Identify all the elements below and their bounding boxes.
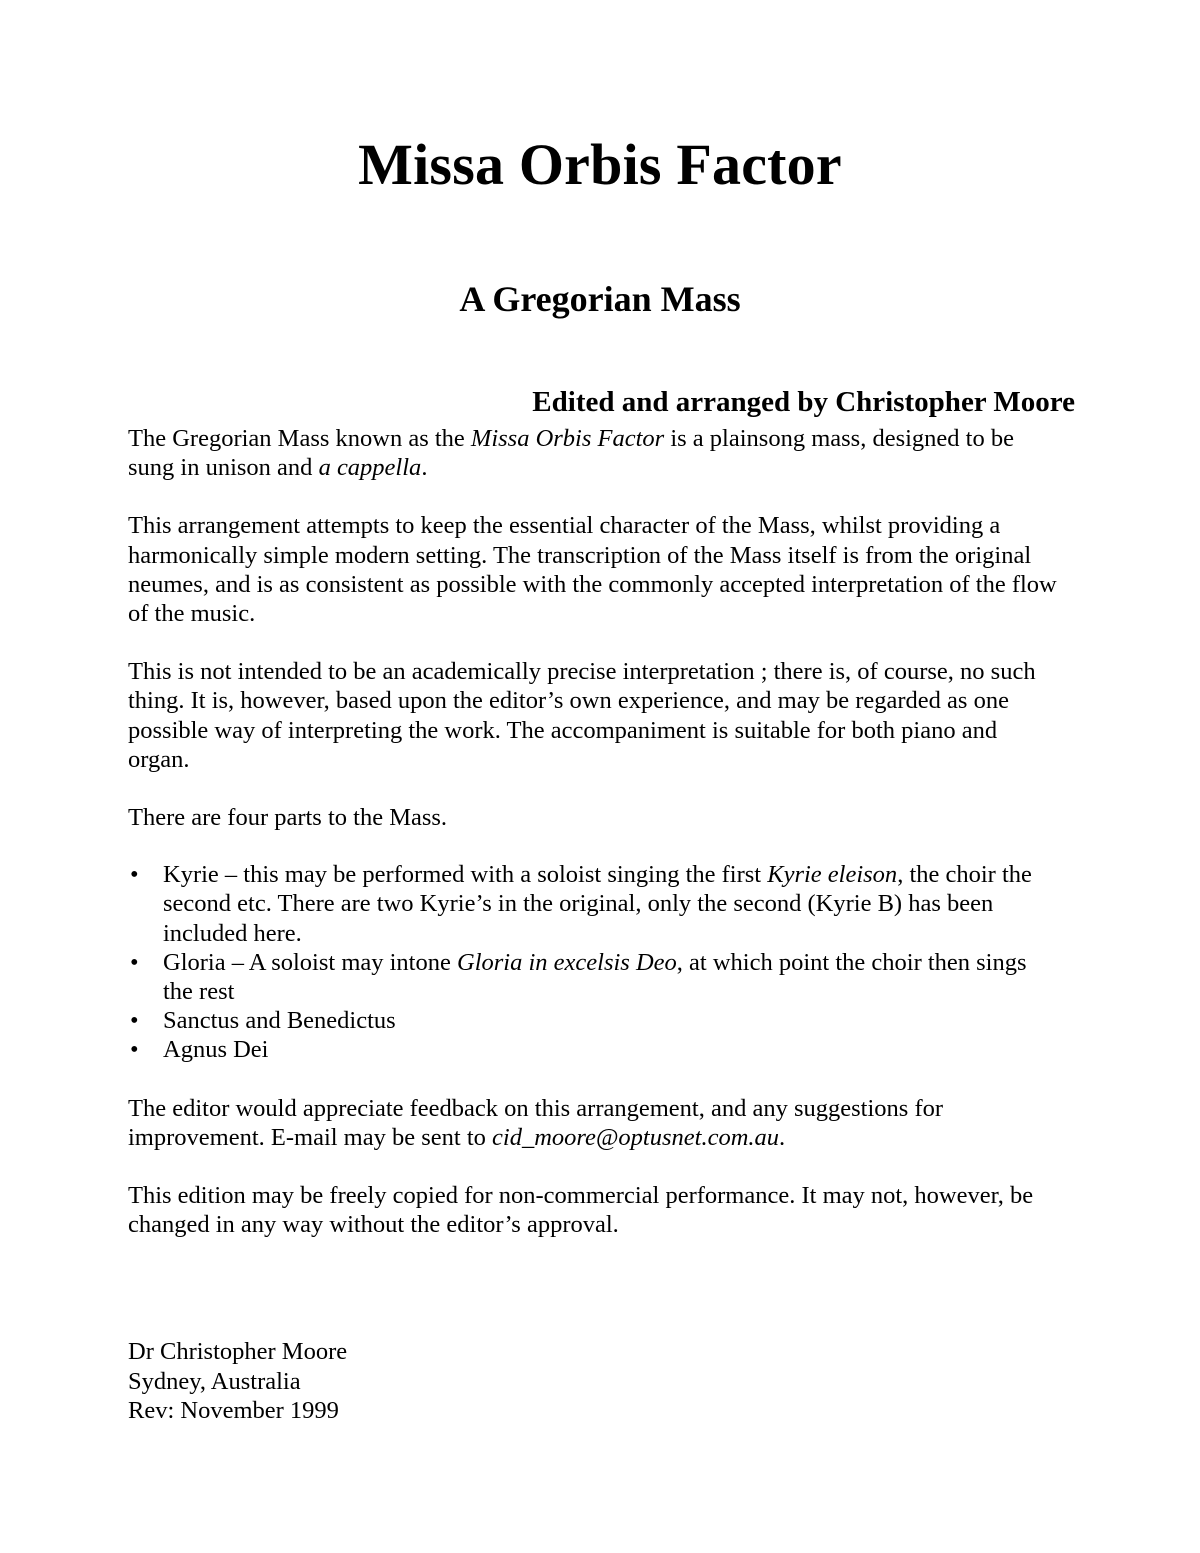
paragraph-copying: This edition may be freely copied for non-commercial performance. It may not, however, be changed in any way without the editor’s approval. (128, 1182, 1034, 1239)
bullet-icon: • (130, 1036, 139, 1064)
bullet-icon: • (130, 861, 139, 889)
paragraph-interpretation: This is not intended to be an academically precise interpretation ; there is, of course, no such thing. It is, however, based upon the editor’s own experience, and may be regarded as one possible way of interpreting the work. The accompaniment is suitable for both piano and organ. (128, 658, 1036, 773)
paragraph-feedback (128, 1094, 1062, 1152)
document-body (128, 424, 1062, 1268)
part-text-before: Agnus Dei (163, 1036, 269, 1064)
list-item (128, 860, 1062, 948)
part-italic: Kyrie eleison (767, 861, 898, 889)
feedback-text-part-1: The editor would appreciate feedback on this arrangement, and any suggestions for improvement. E-mail may be sent to (128, 1094, 944, 1151)
paragraph-arrangement: This arrangement attempts to keep the essential character of the Mass, whilst providing a harmonically simple modern setting. The transcription of the Mass itself is from the original neumes, and is as consistent as possible with the commonly accepted interpretation of the flow of the music. (128, 512, 1057, 628)
list-item (128, 1035, 1062, 1064)
byline: Edited and arranged by Christopher Moore (532, 386, 1075, 418)
list-item (128, 948, 1062, 1006)
signature-name: Dr Christopher Moore (128, 1338, 348, 1365)
intro-italic-title: Missa Orbis Factor (470, 425, 665, 452)
intro-text-part-2: is a plainsong mass, designed to be sung in unison and (128, 425, 1014, 482)
contact-email: cid_moore@optusnet.com.au (492, 1123, 780, 1151)
part-text-after: , at which point the choir then sings the rest (163, 948, 1027, 1006)
part-text-before: Kyrie – this may be performed with a soloist singing the first (163, 861, 768, 889)
intro-text-part-1: The Gregorian Mass known as the (128, 425, 471, 452)
part-text-before: Gloria – A soloist may intone (163, 948, 457, 976)
feedback-text-part-2: . (779, 1123, 786, 1151)
signature-location: Sydney, Australia (128, 1367, 301, 1395)
list-item (128, 1006, 1062, 1035)
part-text-after: , the choir the second etc. There are two Kyrie’s in the original, only the second (Kyrie B) has been included here. (163, 861, 1032, 947)
intro-text-part-3: . (421, 454, 428, 482)
paragraph-intro (128, 424, 1062, 482)
page-subtitle: A Gregorian Mass (459, 278, 741, 319)
bullet-icon: • (130, 1007, 139, 1035)
signature-revision: Rev: November 1999 (128, 1397, 339, 1424)
signature-block (128, 1337, 728, 1426)
intro-italic-a-cappella: a cappella (318, 454, 422, 482)
paragraph-parts-lead: There are four parts to the Mass. (128, 804, 448, 832)
page-title: Missa Orbis Factor (358, 131, 842, 197)
bullet-icon: • (130, 948, 139, 976)
part-italic: Gloria in excelsis Deo (457, 948, 677, 976)
part-text-before: Sanctus and Benedictus (163, 1007, 396, 1035)
mass-parts-list (128, 860, 1062, 1064)
